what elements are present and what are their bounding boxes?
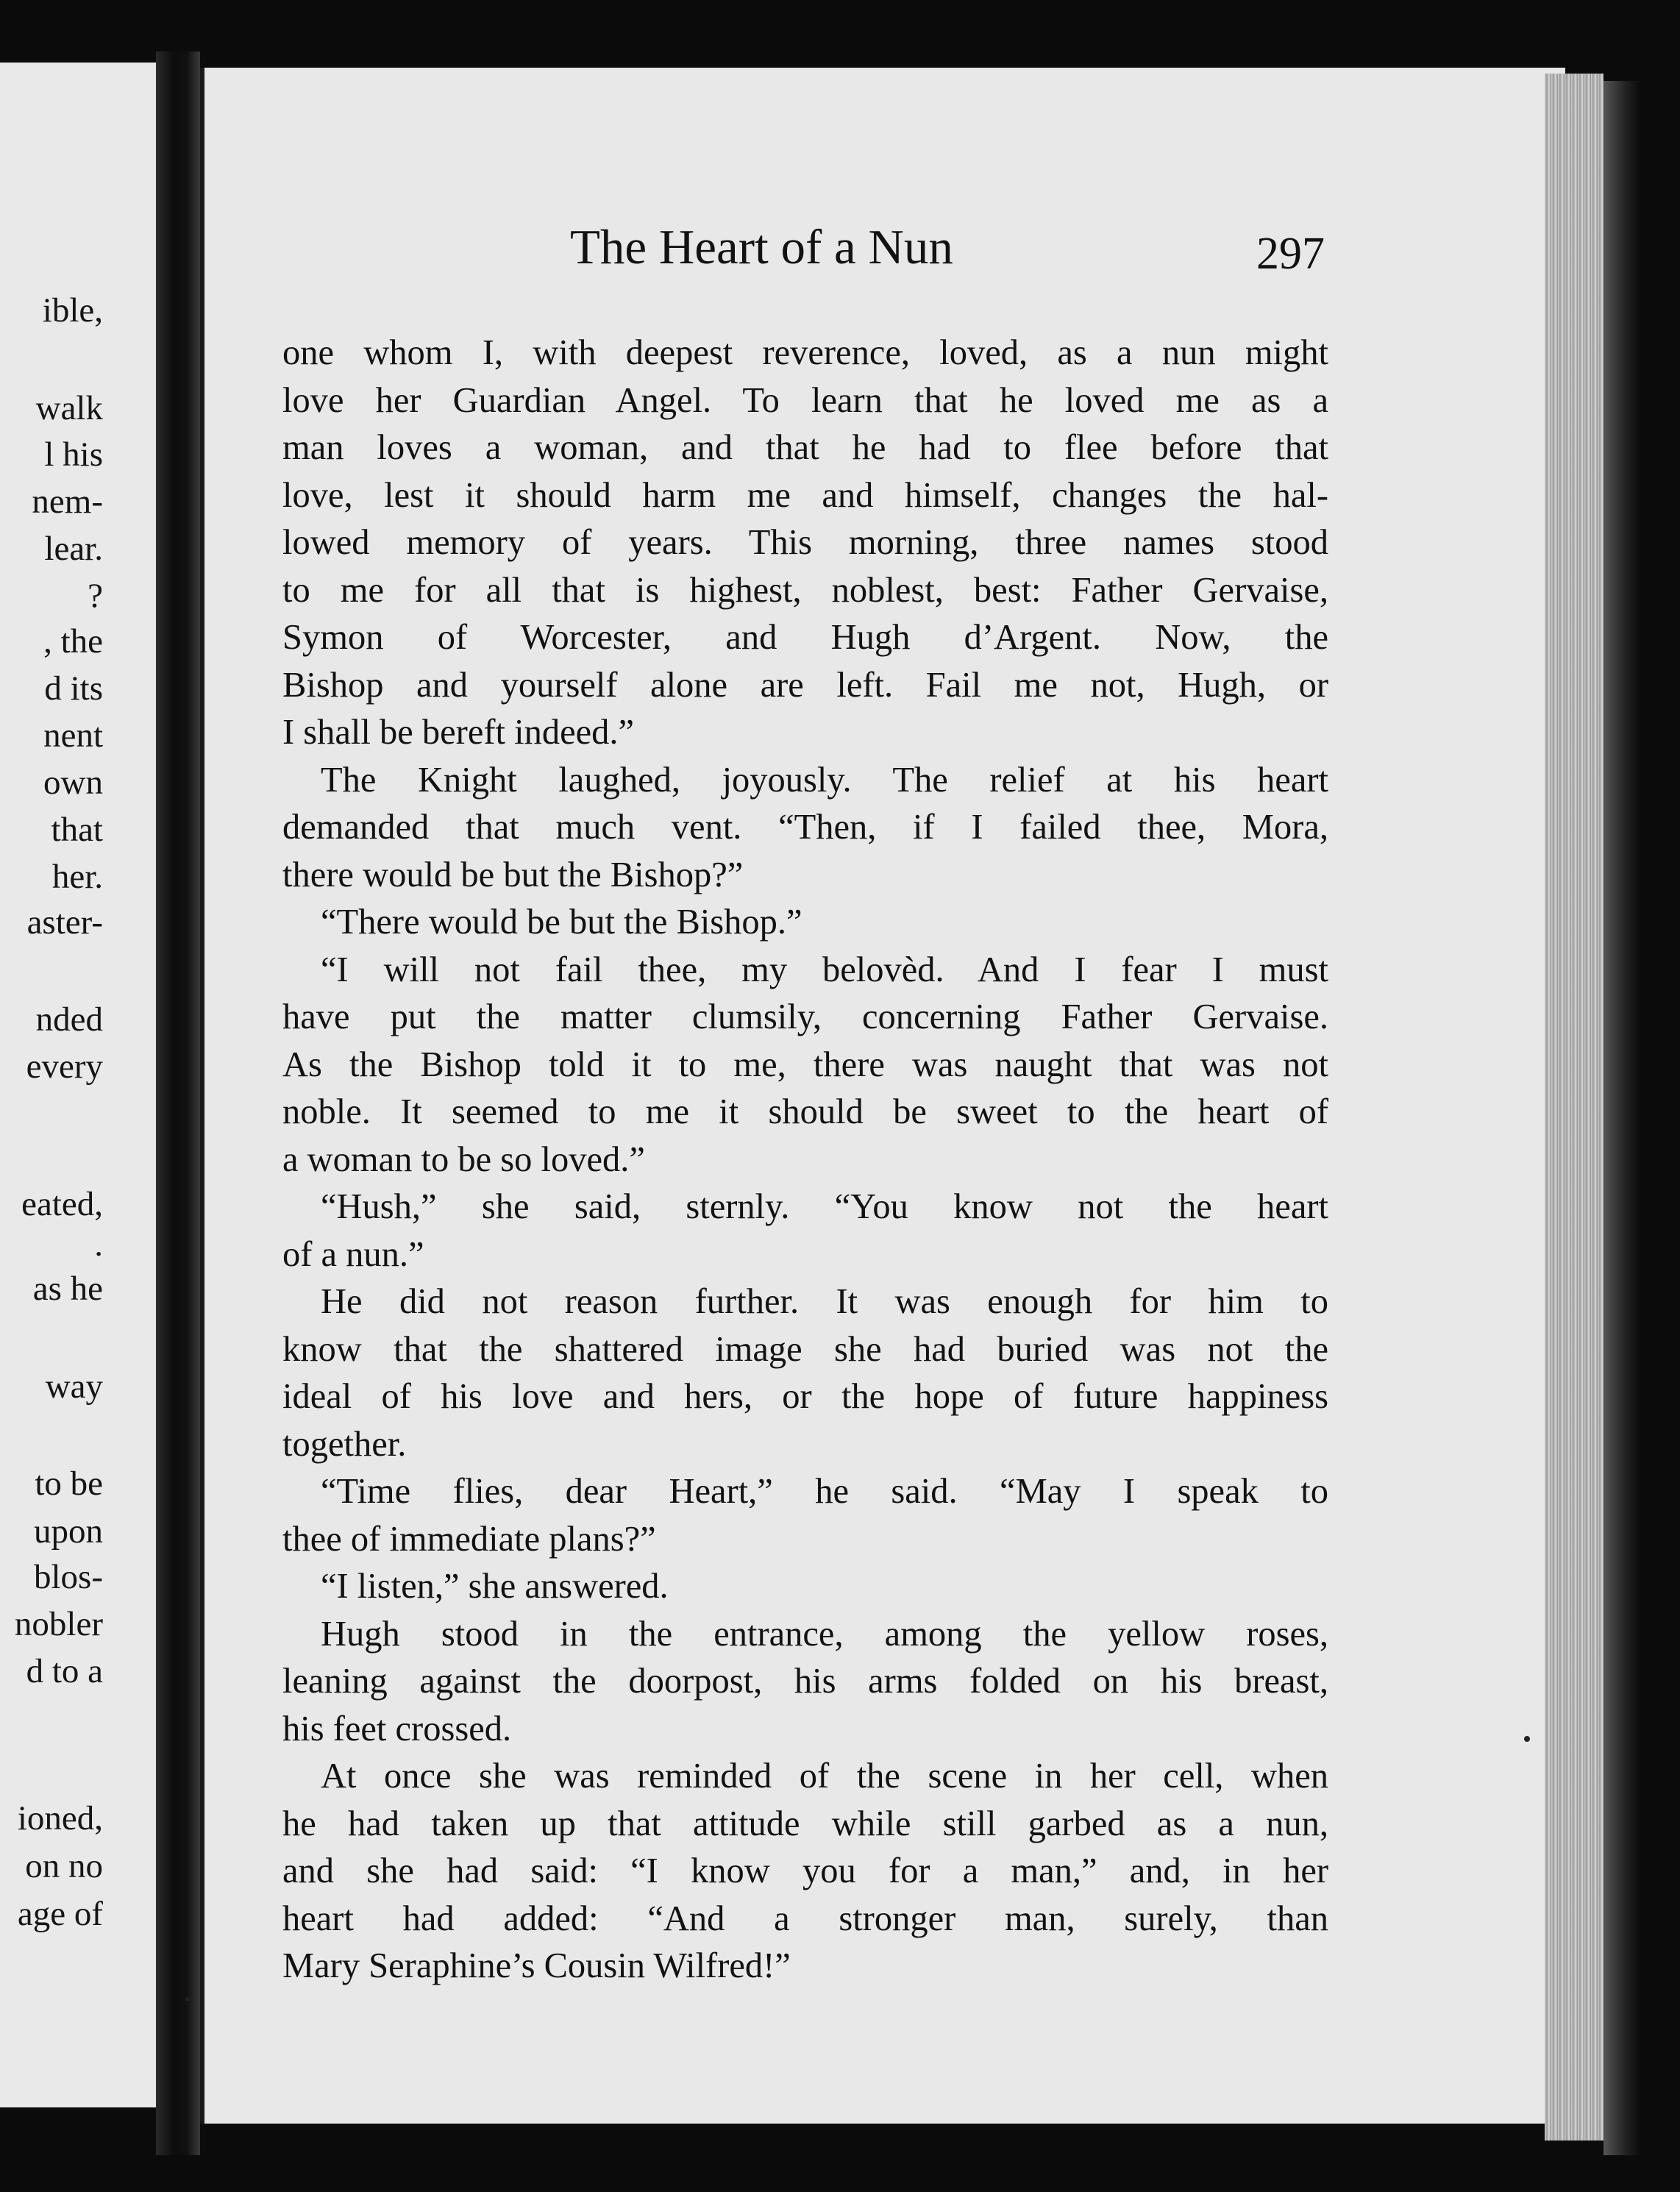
text-line: Symon of Worcester, and Hugh d’Argent. Now, the	[282, 618, 1328, 657]
left-page-line: nent	[43, 716, 103, 755]
left-page-line: d its	[44, 669, 103, 708]
left-page-line: lear.	[44, 530, 103, 568]
text-line: ideal of his love and hers, or the hope of future happiness	[282, 1377, 1328, 1416]
text-line: a woman to be so loved.”	[282, 1139, 645, 1179]
text-line: “There would be but the Bishop.”	[321, 903, 802, 942]
left-page-line: on no	[25, 1847, 103, 1885]
left-page-line: ?	[88, 577, 103, 615]
text-line: He did not reason further. It was enough for him to	[321, 1282, 1328, 1321]
text-line: man loves a woman, and that he had to flee before that	[282, 428, 1328, 467]
text-line: of a nun.”	[282, 1234, 424, 1274]
left-page-line: .	[94, 1225, 103, 1264]
text-line: thee of immediate plans?”	[282, 1519, 656, 1559]
text-line: have put the matter clumsily, concerning Father Gervaise.	[282, 997, 1328, 1036]
text-line: As the Bishop told it to me, there was naught that was not	[282, 1045, 1328, 1084]
book-cover-edge	[1604, 81, 1640, 2155]
body-text	[282, 330, 1328, 1990]
left-page-line: aster-	[26, 903, 103, 942]
left-page-line: nem-	[32, 483, 103, 521]
text-line: I shall be bereft indeed.”	[282, 713, 635, 752]
text-line: leaning against the doorpost, his arms folded on his breast,	[282, 1662, 1328, 1701]
left-page-line: eated,	[21, 1185, 103, 1223]
page-edges	[1545, 74, 1604, 2141]
running-head: The Heart of a Nun	[570, 220, 953, 274]
text-line: one whom I, with deepest reverence, loved, as a nun might	[282, 333, 1328, 372]
text-line: Bishop and yourself alone are left. Fail me not, Hugh, or	[282, 665, 1328, 705]
left-page-line: every	[26, 1047, 103, 1086]
text-line: Hugh stood in the entrance, among the yellow roses,	[321, 1614, 1328, 1654]
book-gutter	[156, 51, 200, 2155]
left-page-line: ible,	[42, 291, 103, 330]
text-line: his feet crossed.	[282, 1709, 512, 1748]
left-page-line: d to a	[26, 1652, 103, 1690]
left-page-line: that	[51, 811, 103, 849]
dust-speck	[185, 1997, 190, 2001]
text-line: “Time flies, dear Heart,” he said. “May I speak to	[321, 1472, 1328, 1511]
left-page-line: ioned,	[17, 1799, 103, 1837]
left-page-line: l his	[44, 435, 103, 474]
text-line: “I listen,” she answered.	[321, 1567, 669, 1606]
text-line: noble. It seemed to me it should be sweet to the heart of	[282, 1092, 1328, 1131]
text-line: At once she was reminded of the scene in her cell, when	[321, 1757, 1328, 1796]
text-line: and she had said: “I know you for a man,” and, in her	[282, 1851, 1328, 1890]
left-page-line: own	[43, 764, 103, 802]
text-line: “Hush,” she said, sternly. “You know not the heart	[321, 1187, 1328, 1226]
text-line: together.	[282, 1424, 407, 1464]
left-page-line: nded	[35, 1000, 103, 1039]
left-page-line: upon	[34, 1512, 103, 1551]
left-page-line: nobler	[14, 1605, 103, 1643]
left-page-line: walk	[35, 389, 103, 427]
text-line: love, lest it should harm me and himself, changes the hal-	[282, 475, 1328, 515]
text-line: know that the shattered image she had buried was not the	[282, 1329, 1328, 1369]
dust-speck	[1524, 1736, 1530, 1742]
text-line: love her Guardian Angel. To learn that he loved me as a	[282, 380, 1328, 420]
left-page-line: way	[45, 1367, 103, 1406]
left-page-line: as he	[32, 1270, 103, 1308]
left-page-line: , the	[43, 622, 103, 661]
text-line: to me for all that is highest, noblest, best: Father Gervaise,	[282, 570, 1328, 610]
text-line: lowed memory of years. This morning, three names stood	[282, 523, 1328, 562]
left-page-line: to be	[35, 1465, 103, 1503]
text-line: heart had added: “And a stronger man, surely, than	[282, 1899, 1328, 1938]
page-number: 297	[1256, 229, 1325, 279]
left-page-line: age of	[17, 1895, 103, 1933]
left-page-line: blos-	[34, 1558, 103, 1596]
text-line: “I will not fail thee, my belovèd. And I fear I must	[321, 950, 1328, 989]
text-line: demanded that much vent. “Then, if I failed thee, Mora,	[282, 808, 1328, 847]
left-page	[0, 63, 156, 2107]
left-page-line: her.	[51, 858, 103, 896]
text-line: Mary Seraphine’s Cousin Wilfred!”	[282, 1946, 791, 1985]
text-line: he had taken up that attitude while still garbed as a nun,	[282, 1804, 1328, 1843]
text-line: there would be but the Bishop?”	[282, 855, 744, 894]
text-line: The Knight laughed, joyously. The relief at his heart	[321, 760, 1328, 800]
